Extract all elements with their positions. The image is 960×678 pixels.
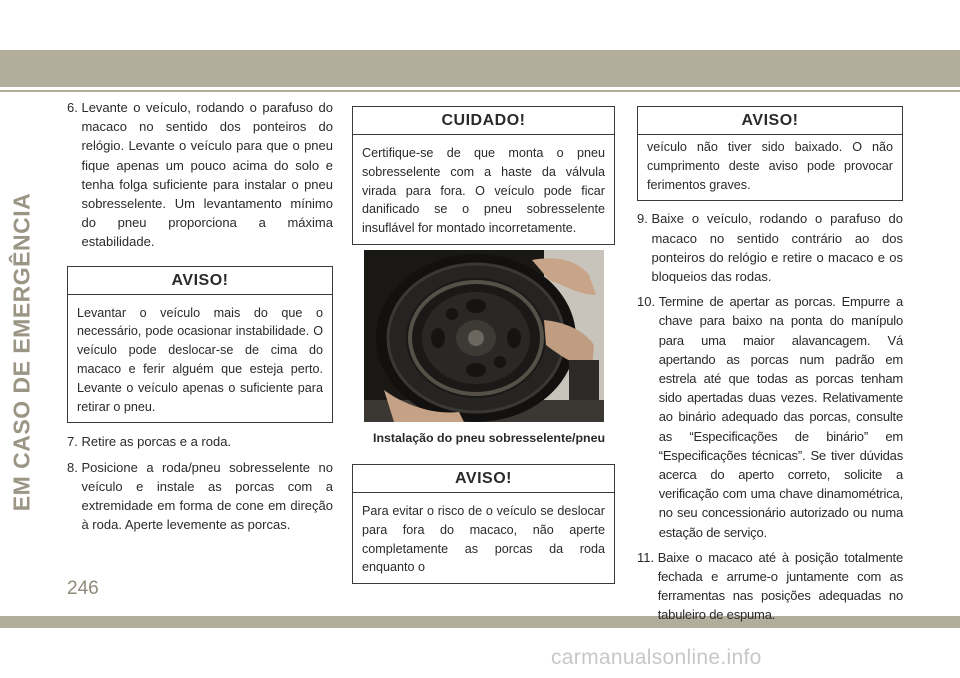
step-number: 9. xyxy=(637,211,652,227)
warning-title: AVISO! xyxy=(638,107,902,135)
warning-box xyxy=(637,106,903,201)
step-number: 11. xyxy=(637,549,658,565)
warning-box xyxy=(352,464,615,584)
caution-text: Certifique-se de que monta o pneu sobresselente com a haste da válvula virada para fora. O veículo pode ficar danificado se o pneu sobresselente insuflável for montado incorretamente. xyxy=(362,146,605,236)
caution-box xyxy=(352,106,615,245)
step-text: Baixe o veículo, rodando o parafuso do macaco no sentido contrário ao dos ponteiros do relógio e retire o macaco e os bloqueios das rodas. xyxy=(651,211,903,284)
header-rule xyxy=(0,90,960,92)
step-number: 10. xyxy=(637,294,659,310)
warning-box xyxy=(67,266,333,424)
middle-column-lower xyxy=(352,464,615,584)
warning-title: AVISO! xyxy=(68,267,332,295)
step-8 xyxy=(67,458,333,535)
warning-text: Para evitar o risco de o veículo se deslocar para fora do macaco, não aperte completamente as porcas da roda enquanto o xyxy=(362,504,605,575)
step-6 xyxy=(67,98,333,252)
header-band xyxy=(0,50,960,87)
tire-illustration xyxy=(364,250,604,422)
step-number: 7. xyxy=(67,434,82,450)
step-text: Levante o veículo, rodando o parafuso do macaco no sentido dos ponteiros do relógio. Levante o veículo para que o pneu fique apenas um pouco acima do solo e tenha folga suficiente para instalar o pneu sobresselente. Um levantamento mínimo do pneu proporciona a máxima estabilidade. xyxy=(81,100,333,250)
step-text: Baixe o macaco até à posição totalmente fechada e arrume-o juntamente com as ferramentas nas posições adequadas no tabuleiro de espuma. xyxy=(657,549,903,623)
right-column xyxy=(637,106,903,631)
step-9 xyxy=(637,209,903,286)
step-11 xyxy=(637,548,903,625)
step-text: Posicione a roda/pneu sobresselente no veículo e instale as porcas com a extremidade em forma de cone em direção à roda. Aperte levemente as porcas. xyxy=(81,459,333,533)
middle-column xyxy=(352,106,615,245)
left-column xyxy=(67,98,333,540)
step-10 xyxy=(637,292,903,542)
warning-title: AVISO! xyxy=(353,465,614,493)
warning-text: Levantar o veículo mais do que o necessário, pode ocasionar instabilidade. O veículo pode deslocar-se de cima do macaco e ferir alguém que esteja perto. Levante o veículo apenas o suficiente para retirar o pneu. xyxy=(77,305,323,414)
step-7 xyxy=(67,432,333,451)
warning-text: veículo não tiver sido baixado. O não cumprimento deste aviso pode provocar ferimentos graves. xyxy=(647,140,893,192)
step-number: 8. xyxy=(67,459,82,475)
step-text: Termine de apertar as porcas. Empurre a chave para baixo na ponta do manípulo para uma maior alavancagem. Vá apertando as porcas num padrão em estrela até que todas as porcas tenham sido apertadas duas vezes. Relativamente ao binário adequado das porcas, consulte as “Especificações de binário” em “Especificações técnicas”. Se tiver dúvidas acerca do aperto correto, solicite a verificação com uma chave dinamométrica, no seu concessionário autorizado ou numa estação de serviço. xyxy=(658,294,903,540)
caution-title: CUIDADO! xyxy=(353,107,614,135)
section-side-title: EM CASO DE EMERGÊNCIA xyxy=(8,192,35,512)
watermark: carmanualsonline.info xyxy=(551,646,762,669)
page-number: 246 xyxy=(67,578,99,599)
step-text: Retire as porcas e a roda. xyxy=(81,434,232,450)
photo-caption: Instalação do pneu sobresselente/pneu xyxy=(373,431,606,445)
spare-tire-photo xyxy=(364,250,604,422)
step-number: 6. xyxy=(67,100,82,115)
